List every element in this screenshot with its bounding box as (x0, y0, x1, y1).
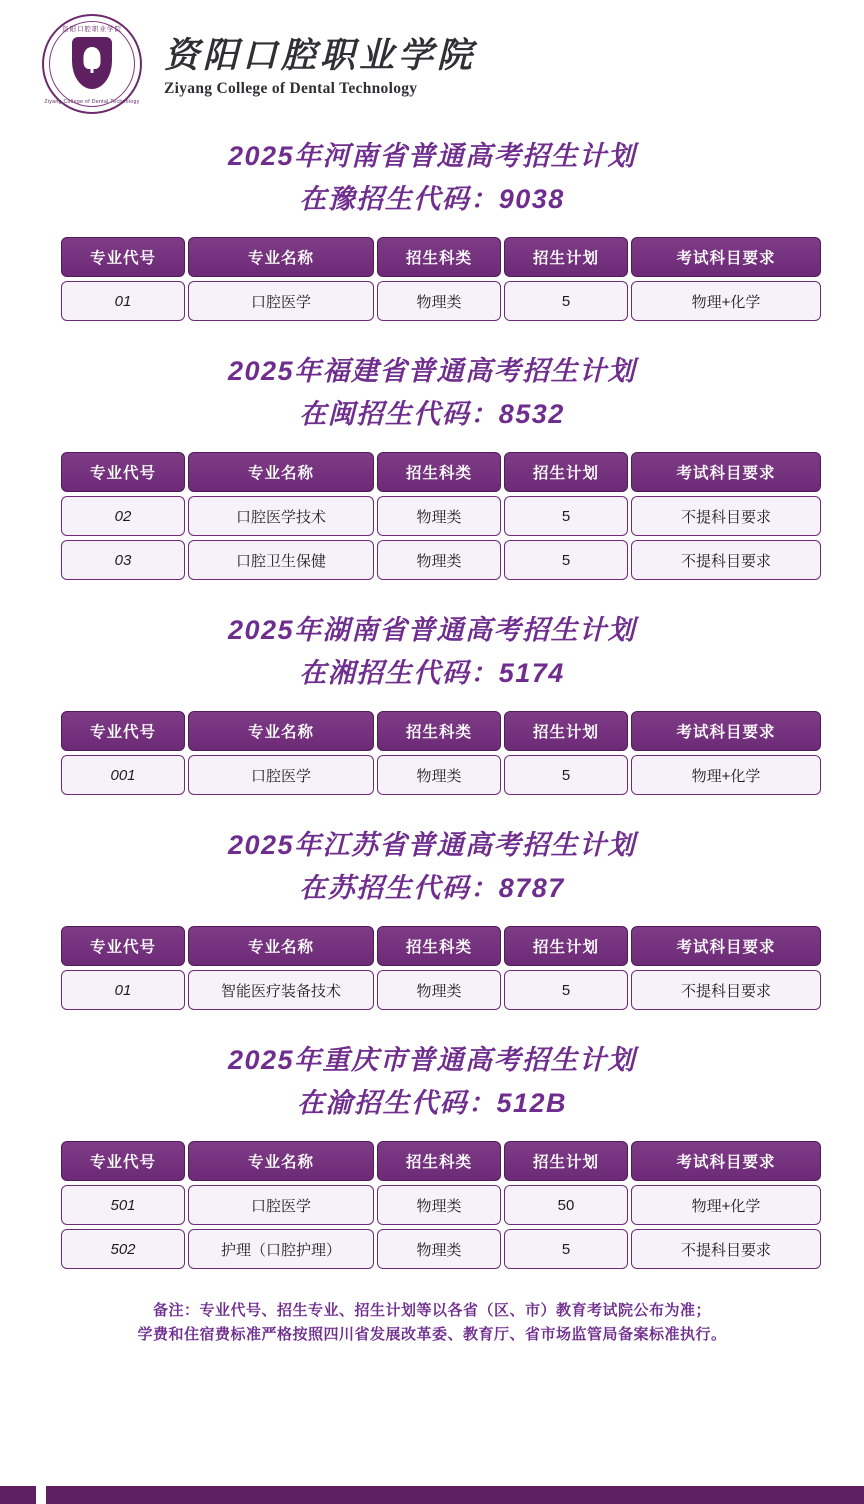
wordmark-english: Ziyang College of Dental Technology (164, 80, 418, 98)
column-header: 招生科类 (377, 1141, 501, 1181)
column-header: 招生计划 (504, 237, 628, 277)
page-header (0, 0, 864, 110)
table-cell: 不提科目要求 (631, 496, 821, 536)
table-row (61, 1185, 821, 1225)
column-header: 专业名称 (188, 1141, 374, 1181)
column-header: 专业名称 (188, 237, 374, 277)
table-cell: 001 (61, 755, 185, 795)
table-cell: 502 (61, 1229, 185, 1269)
wordmark-chinese: 资阳口腔职业学院 (164, 35, 477, 75)
section-title: 2025年重庆市普通高考招生计划 (227, 1045, 637, 1075)
plan-table (58, 233, 824, 325)
column-header: 专业代号 (61, 452, 185, 492)
table-cell: 口腔医学 (188, 281, 374, 321)
table-cell: 口腔医学技术 (188, 496, 374, 536)
table-cell: 物理类 (377, 540, 501, 580)
section-admission-code: 在豫招生代码：9038 (299, 183, 565, 214)
plan-table (58, 922, 824, 1014)
column-header: 专业代号 (61, 237, 185, 277)
column-header: 考试科目要求 (631, 452, 821, 492)
section-title: 2025年福建省普通高考招生计划 (227, 356, 637, 386)
table-cell: 5 (504, 496, 628, 536)
plan-table (58, 1137, 824, 1273)
table-cell: 02 (61, 496, 185, 536)
table-row (61, 755, 821, 795)
tooth-icon (84, 47, 101, 69)
bottom-bar-gap (36, 1486, 46, 1504)
table-cell: 03 (61, 540, 185, 580)
section-admission-code: 在闽招生代码：8532 (299, 398, 565, 429)
table-row (61, 281, 821, 321)
table-cell: 物理+化学 (631, 1185, 821, 1225)
table-header-row (61, 237, 821, 277)
plan-section (0, 1040, 864, 1273)
plan-section (0, 136, 864, 325)
column-header: 招生科类 (377, 711, 501, 751)
column-header: 招生科类 (377, 452, 501, 492)
table-header-row (61, 1141, 821, 1181)
table-cell: 物理类 (377, 1229, 501, 1269)
column-header: 专业名称 (188, 926, 374, 966)
college-seal-logo (42, 14, 142, 114)
plan-section (0, 610, 864, 799)
footnote-line-2: 学费和住宿费标准严格按照四川省发展改革委、教育厅、省市场监管局备案标准执行。 (137, 1326, 727, 1343)
seal-top-text: 资阳口腔职业学院 (62, 26, 122, 33)
bottom-decorative-bar (0, 1486, 864, 1504)
section-title: 2025年江苏省普通高考招生计划 (227, 830, 637, 860)
section-admission-code: 在苏招生代码：8787 (299, 872, 565, 903)
table-cell: 不提科目要求 (631, 1229, 821, 1269)
table-cell: 物理类 (377, 1185, 501, 1225)
table-cell: 5 (504, 755, 628, 795)
table-cell: 物理类 (377, 496, 501, 536)
section-admission-code: 在渝招生代码：512B (296, 1087, 568, 1118)
footnote-line-1: 备注：专业代号、招生专业、招生计划等以各省（区、市）教育考试院公布为准； (152, 1302, 711, 1319)
table-header-row (61, 452, 821, 492)
column-header: 专业名称 (188, 711, 374, 751)
section-admission-code: 在湘招生代码：5174 (299, 657, 565, 688)
column-header: 考试科目要求 (631, 1141, 821, 1181)
plan-table (58, 707, 824, 799)
plan-table-wrapper (58, 707, 806, 799)
table-cell: 口腔医学 (188, 1185, 374, 1225)
table-cell: 物理类 (377, 970, 501, 1010)
plan-table-wrapper (58, 233, 806, 325)
table-cell: 物理类 (377, 281, 501, 321)
table-cell: 口腔医学 (188, 755, 374, 795)
table-cell: 物理类 (377, 755, 501, 795)
column-header: 考试科目要求 (631, 711, 821, 751)
table-cell: 护理（口腔护理） (188, 1229, 374, 1269)
column-header: 考试科目要求 (631, 237, 821, 277)
column-header: 考试科目要求 (631, 926, 821, 966)
column-header: 招生计划 (504, 926, 628, 966)
column-header: 招生计划 (504, 1141, 628, 1181)
column-header: 招生计划 (504, 711, 628, 751)
table-cell: 不提科目要求 (631, 540, 821, 580)
column-header: 专业代号 (61, 1141, 185, 1181)
column-header: 专业代号 (61, 926, 185, 966)
seal-bottom-text: Ziyang College of Dental Technology (44, 99, 140, 105)
plan-table-wrapper (58, 448, 806, 584)
table-cell: 5 (504, 540, 628, 580)
table-cell: 智能医疗装备技术 (188, 970, 374, 1010)
column-header: 专业代号 (61, 711, 185, 751)
table-cell: 不提科目要求 (631, 970, 821, 1010)
table-cell: 5 (504, 970, 628, 1010)
table-cell: 物理+化学 (631, 281, 821, 321)
plan-table-wrapper (58, 1137, 806, 1273)
table-cell: 5 (504, 1229, 628, 1269)
section-title: 2025年湖南省普通高考招生计划 (227, 615, 637, 645)
column-header: 招生计划 (504, 452, 628, 492)
plan-table (58, 448, 824, 584)
plan-section (0, 825, 864, 1014)
table-header-row (61, 926, 821, 966)
wordmark (164, 30, 476, 98)
table-row (61, 1229, 821, 1269)
sections-container (0, 136, 864, 1273)
table-cell: 01 (61, 281, 185, 321)
table-cell: 01 (61, 970, 185, 1010)
table-cell: 物理+化学 (631, 755, 821, 795)
table-cell: 50 (504, 1185, 628, 1225)
footnote (52, 1299, 812, 1347)
table-cell: 5 (504, 281, 628, 321)
table-row (61, 496, 821, 536)
table-row (61, 540, 821, 580)
column-header: 招生科类 (377, 926, 501, 966)
bottom-bar-segment-right (46, 1486, 864, 1504)
table-cell: 501 (61, 1185, 185, 1225)
section-title: 2025年河南省普通高考招生计划 (227, 141, 637, 171)
column-header: 专业名称 (188, 452, 374, 492)
table-header-row (61, 711, 821, 751)
table-row (61, 970, 821, 1010)
bottom-bar-segment-left (0, 1486, 36, 1504)
plan-table-wrapper (58, 922, 806, 1014)
table-cell: 口腔卫生保健 (188, 540, 374, 580)
column-header: 招生科类 (377, 237, 501, 277)
plan-section (0, 351, 864, 584)
